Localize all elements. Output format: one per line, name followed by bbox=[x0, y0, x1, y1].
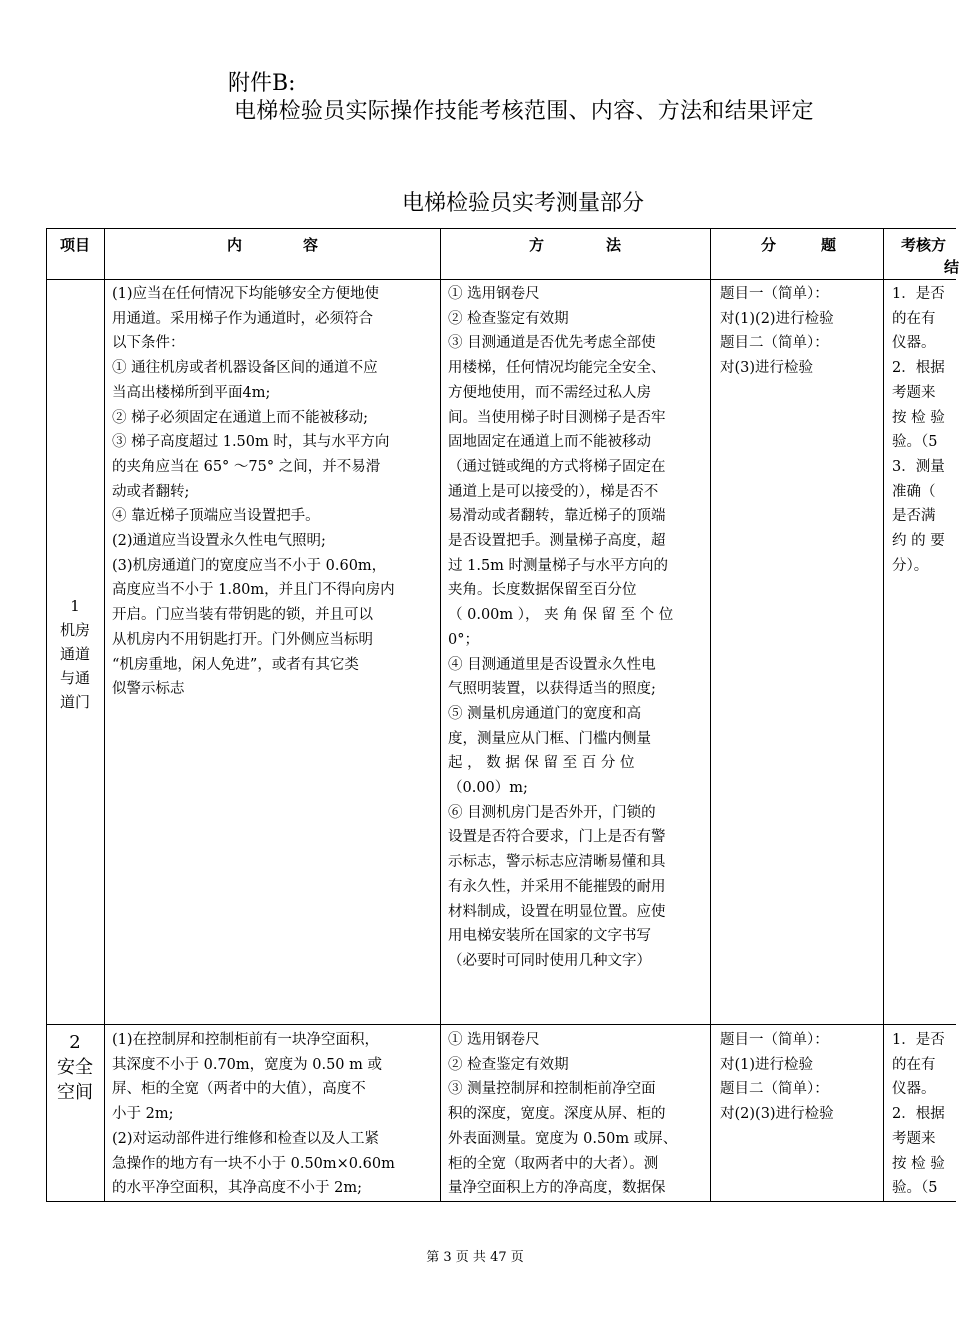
content-line: 急操作的地方有一块不小于 0.50m×0.60m bbox=[112, 1155, 395, 1172]
points-line: 对(2)(3)进行检验 bbox=[720, 1106, 834, 1123]
method-line: （ 0.00m ）， 夹 角 保 留 至 个 位 bbox=[448, 607, 674, 624]
assess-line: 按 检 验 bbox=[892, 1155, 945, 1172]
content-line: ② 梯子必须固定在通道上而不能被移动; bbox=[112, 409, 368, 426]
content-line: 其深度不小于 0.70m，宽度为 0.50 m 或 bbox=[112, 1056, 383, 1073]
row2-method bbox=[448, 1028, 706, 1201]
method-line: 气照明装置，以获得适当的照度; bbox=[448, 681, 656, 698]
points-line: 题目二（简单）： bbox=[720, 335, 829, 352]
assess-line: 2．根据 bbox=[892, 1106, 945, 1123]
content-line: 的水平净空面积，其净高度不小于 2m; bbox=[112, 1180, 362, 1197]
method-line: 柜的全宽（取两者中的大者）。测 bbox=[448, 1155, 659, 1172]
row1-item-name-line: 机房 bbox=[59, 621, 90, 639]
row1-item bbox=[46, 594, 104, 714]
content-line: (3)机房通道门的宽度应当不小于 0.60m， bbox=[112, 557, 387, 574]
method-line: ⑥ 目测机房门是否外开，门锁的 bbox=[448, 804, 656, 821]
assess-line: 验。（5 bbox=[892, 1180, 938, 1197]
col-header-points-1: 分 bbox=[761, 236, 777, 254]
method-line: 通道上是可以接受的），梯是否不 bbox=[448, 483, 659, 500]
method-line: ① 选用钢卷尺 bbox=[448, 286, 540, 302]
method-line: ③ 测量控制屏和控制柜前净空面 bbox=[448, 1081, 656, 1098]
method-line: ④ 目测通道里是否设置永久性电 bbox=[448, 656, 656, 673]
table-title: 电梯检验员实考测量部分 bbox=[402, 191, 645, 216]
content-line: 以下条件： bbox=[112, 335, 185, 352]
assessment-table bbox=[46, 228, 959, 1202]
row2-item-number: 2 bbox=[69, 1032, 81, 1053]
row1-item-name-line: 与通 bbox=[59, 669, 90, 687]
col-header-points-2: 题 bbox=[821, 236, 837, 254]
assess-line: 的在有 bbox=[892, 310, 936, 327]
assess-line: 约 的 要 bbox=[892, 533, 945, 550]
content-line: 当高出楼梯所到平面4m; bbox=[112, 384, 271, 401]
col-header-content-1: 内 bbox=[227, 236, 243, 254]
method-line: ③ 目测通道是否优先考虑全部使 bbox=[448, 335, 656, 352]
footer-suffix: 页 bbox=[510, 1250, 524, 1265]
row2-assessment bbox=[892, 1028, 956, 1201]
assess-line: 1．是否 bbox=[892, 1032, 945, 1048]
method-line: ⑤ 测量机房通道门的宽度和高 bbox=[448, 705, 642, 722]
method-line: 起 ， 数 据 保 留 至 百 分 位 bbox=[448, 755, 635, 772]
content-line: 似警示标志 bbox=[112, 681, 185, 698]
assess-line: 2．根据 bbox=[892, 360, 945, 377]
assess-line: 3．测量 bbox=[892, 458, 945, 475]
col-header-assess: 考核方 bbox=[901, 236, 947, 254]
method-line: 用电梯安装所在国家的文字书写 bbox=[448, 928, 651, 945]
assess-line: 按 检 验 bbox=[892, 409, 945, 426]
document-title: 电梯检验员实际操作技能考核范围、内容、方法和结果评定 bbox=[234, 99, 814, 124]
method-line: ① 选用钢卷尺 bbox=[448, 1032, 540, 1048]
col-header-method-1: 方 bbox=[529, 236, 545, 254]
method-line: 过 1.5m 时测量梯子与水平方向的 bbox=[448, 557, 669, 574]
footer-total-pages: 47 bbox=[490, 1250, 507, 1265]
method-line: 间。当使用梯子时目测梯子是否牢 bbox=[448, 409, 666, 426]
method-line: ② 检查鉴定有效期 bbox=[448, 1056, 569, 1073]
row1-item-number: 1 bbox=[70, 597, 80, 615]
content-line: “机房重地，闲人免进”，或者有其它类 bbox=[112, 656, 359, 673]
content-line: (1)应当在任何情况下均能够安全方便地使 bbox=[112, 286, 380, 302]
content-line: 高度应当不小于 1.80m，并且门不得向房内 bbox=[112, 582, 395, 599]
method-line: （通过链或绳的方式将梯子固定在 bbox=[448, 458, 666, 475]
method-line: 外表面测量。宽度为 0.50m 或屏、 bbox=[448, 1130, 678, 1147]
row2-item bbox=[46, 1030, 104, 1105]
assess-line: 的在有 bbox=[892, 1056, 936, 1073]
content-line: ④ 靠近梯子顶端应当设置把手。 bbox=[112, 508, 320, 525]
content-line: (1)在控制屏和控制柜前有一块净空面积， bbox=[112, 1032, 380, 1048]
page-footer bbox=[0, 1246, 950, 1265]
assess-line: 仪器。 bbox=[892, 1081, 936, 1098]
row2-item-name-line: 安全 bbox=[57, 1057, 93, 1078]
annex-label: 附件B: bbox=[228, 71, 296, 96]
points-line: 题目二（简单）： bbox=[720, 1081, 829, 1098]
assess-line: 分）。 bbox=[892, 557, 929, 574]
content-line: ③ 梯子高度超过 1.50m 时，其与水平方向 bbox=[112, 434, 390, 451]
method-line: 是否设置把手。测量梯子高度，超 bbox=[448, 533, 666, 550]
method-line: 度，测量应从门框、门槛内侧量 bbox=[448, 730, 651, 747]
header-row bbox=[46, 228, 959, 279]
method-line: 夹角。长度数据保留至百分位 bbox=[448, 582, 637, 599]
col-header-item: 项目 bbox=[60, 236, 91, 254]
content-line: ① 通往机房或者机器设备区间的通道不应 bbox=[112, 360, 378, 377]
method-line: 量净空面积上方的净高度，数据保 bbox=[448, 1180, 666, 1197]
row1-method bbox=[448, 282, 706, 974]
assess-line: 准确（ bbox=[892, 483, 936, 500]
assess-line: 验。（5 bbox=[892, 434, 938, 451]
content-line: 屏、柜的全宽（两者中的大值），高度不 bbox=[112, 1081, 366, 1098]
assess-line: 仪器。 bbox=[892, 335, 936, 352]
row1-points bbox=[720, 282, 880, 381]
col-header-assess-tail: 结 bbox=[944, 258, 959, 276]
points-line: 题目一（简单）： bbox=[720, 1032, 829, 1048]
col-header-content-2: 容 bbox=[303, 236, 319, 254]
row1-content bbox=[112, 282, 436, 702]
row2-points bbox=[720, 1028, 880, 1127]
method-line: （必要时可同时使用几种文字） bbox=[448, 952, 651, 969]
method-line: 方便地使用，而不需经过私人房 bbox=[448, 384, 651, 401]
assess-line: 考题来 bbox=[892, 384, 936, 401]
method-line: 示标志，警示标志应清晰易懂和具 bbox=[448, 854, 666, 871]
content-line: 从机房内不用钥匙打开。门外侧应当标明 bbox=[112, 631, 373, 648]
points-line: 题目一（简单）： bbox=[720, 286, 829, 302]
row2-content bbox=[112, 1028, 436, 1201]
content-line: 小于 2m; bbox=[112, 1106, 174, 1123]
assess-line: 是否满 bbox=[892, 508, 936, 525]
points-line: 对(1)(2)进行检验 bbox=[720, 310, 834, 327]
method-line: 固地固定在通道上而不能被移动 bbox=[448, 434, 651, 451]
footer-mid: 页 共 bbox=[455, 1250, 486, 1265]
content-line: (2)对运动部件进行维修和检查以及人工紧 bbox=[112, 1130, 380, 1147]
row2-item-name-line: 空间 bbox=[57, 1082, 93, 1103]
method-line: 设置是否符合要求，门上是否有警 bbox=[448, 829, 666, 846]
row1-assessment bbox=[892, 282, 956, 578]
assess-line: 考题来 bbox=[892, 1130, 936, 1147]
method-line: 积的深度，宽度。深度从屏、柜的 bbox=[448, 1106, 666, 1123]
method-line: 材料制成，设置在明显位置。应使 bbox=[448, 903, 666, 920]
col-header-method-2: 法 bbox=[606, 236, 622, 254]
points-line: 对(1)进行检验 bbox=[720, 1056, 814, 1073]
method-line: 用楼梯，任何情况均能完全安全、 bbox=[448, 360, 666, 377]
row1-item-name-line: 通道 bbox=[59, 645, 90, 663]
method-line: 易滑动或者翻转，靠近梯子的顶端 bbox=[448, 508, 666, 525]
content-line: 用通道。采用梯子作为通道时，必须符合 bbox=[112, 310, 373, 327]
assess-line: 1．是否 bbox=[892, 286, 945, 302]
method-line: 有永久性，并采用不能摧毁的耐用 bbox=[448, 878, 666, 895]
method-line: 0°； bbox=[448, 631, 479, 648]
content-line: (2)通道应当设置永久性电气照明; bbox=[112, 533, 326, 550]
content-line: 的夹角应当在 65° ～75° 之间，并不易滑 bbox=[112, 458, 381, 475]
content-line: 开启。门应当装有带钥匙的锁，并且可以 bbox=[112, 607, 373, 624]
footer-page-number: 3 bbox=[443, 1250, 452, 1265]
points-line: 对(3)进行检验 bbox=[720, 360, 814, 377]
row1-item-name-line: 道门 bbox=[59, 693, 90, 711]
footer-prefix: 第 bbox=[426, 1250, 440, 1265]
method-line: （0.00）m; bbox=[448, 780, 528, 797]
content-line: 动或者翻转; bbox=[112, 483, 190, 500]
method-line: ② 检查鉴定有效期 bbox=[448, 310, 569, 327]
